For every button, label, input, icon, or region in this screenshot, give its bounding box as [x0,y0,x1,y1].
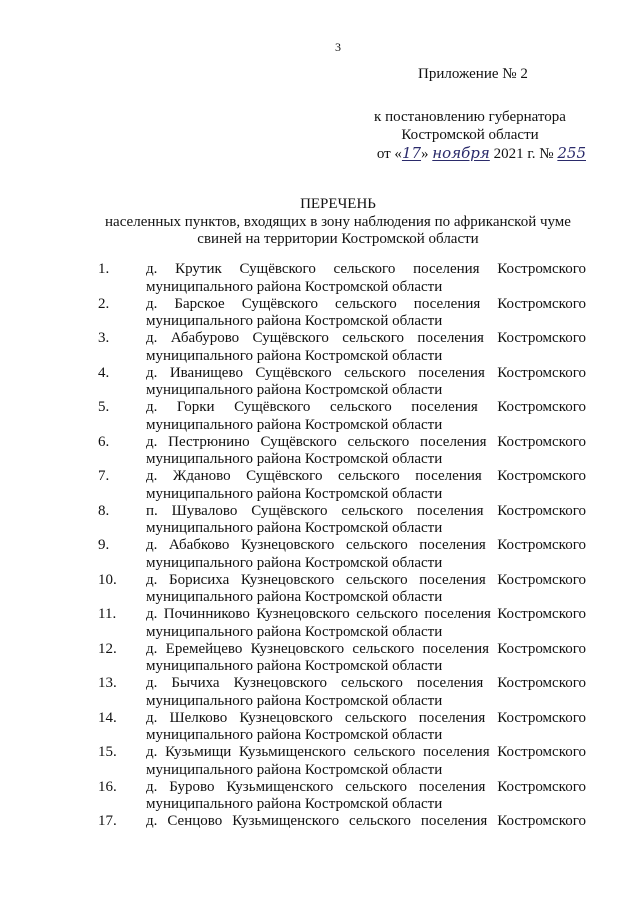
appendix-label: Приложение № 2 [418,66,528,82]
item-number: 11. [98,606,117,622]
item-text-line-1: д. Иванищево Сущёвского сельского поселения Костромского [146,364,586,381]
item-number: 17. [98,813,117,829]
item-text-line-1: д. Починниково Кузнецовского сельского поселения Костромского [146,606,586,622]
decree-reference [350,108,590,163]
list-item [0,261,640,296]
list-item [0,641,640,676]
document-title [90,196,586,249]
title-subtitle-line-2: свиней на территории Костромской области [197,231,479,247]
list-item [0,813,640,848]
item-number: 12. [98,640,117,657]
decree-quote-close: » [421,146,429,162]
item-text-line-2: муниципального района Костромской области [146,554,443,571]
item-text-line-2: муниципального района Костромской области [146,520,443,536]
item-text-line-1: д. Бычиха Кузнецовского сельского поселения Костромского [146,675,586,691]
item-text-line-1: д. Борисиха Кузнецовского сельского поселения Костромского [146,571,586,588]
item-text-line-2: муниципального района Костромской области [146,347,443,364]
item-text-line-1: д. Абабурово Сущёвского сельского поселения Костромского [146,330,586,346]
list-item [0,710,640,745]
item-number: 4. [98,364,110,381]
item-text-line-2: муниципального района Костромской области [146,278,443,295]
settlement-list [0,261,640,848]
item-number: 16. [98,778,117,795]
item-text-line-2: муниципального района Костромской области [146,692,443,709]
item-text-line-1: д. Кузьмищи Кузьмищенского сельского поселения Костромского [146,744,586,760]
item-text-line-1: п. Шувалово Сущёвского сельского поселения Костромского [146,502,586,519]
item-text-line-2: муниципального района Костромской области [146,589,443,605]
item-number: 5. [98,399,110,415]
title-heading: ПЕРЕЧЕНЬ [300,196,376,212]
item-text-line-2: муниципального района Костромской области [146,727,443,743]
list-item [0,675,640,710]
list-item [0,537,640,572]
decree-day: 17 [401,144,422,162]
item-text-line-1: д. Горки Сущёвского сельского поселения Костромского [146,399,586,415]
item-text-line-2: муниципального района Костромской области [146,623,443,640]
decree-year: 2021 г. № [493,146,554,162]
list-item [0,468,640,503]
item-number: 13. [98,675,117,691]
list-item [0,503,640,538]
item-text-line-2: муниципального района Костромской области [146,451,443,467]
item-text-line-1: д. Абабково Кузнецовского сельского поселения Костромского [146,537,586,553]
item-number: 10. [98,571,117,588]
item-text-line-2: муниципального района Костромской области [146,658,443,674]
list-item [0,606,640,641]
list-item [0,399,640,434]
item-text-line-1: д. Сенцово Кузьмищенского сельского поселения Костромского [146,813,586,829]
list-item [0,365,640,400]
item-text-line-2: муниципального района Костромской области [146,796,443,812]
decree-prefix: от « [376,146,402,162]
item-number: 8. [98,502,110,519]
list-item [0,572,640,607]
item-text-line-2: муниципального района Костромской области [146,313,443,329]
item-number: 7. [98,468,110,484]
decree-line-2: Костромской области [401,127,539,143]
item-text-line-1: д. Бурово Кузьмищенского сельского поселения Костромского [146,778,586,795]
item-number: 3. [98,330,110,346]
item-number: 15. [98,744,117,760]
item-text-line-1: д. Барское Сущёвского сельского поселения Костромского [146,295,586,312]
item-number: 1. [98,261,110,277]
page-number: 3 [335,40,341,54]
item-text-line-2: муниципального района Костромской области [146,382,443,398]
item-text-line-1: д. Крутик Сущёвского сельского поселения Костромского [146,261,586,277]
item-text-line-2: муниципального района Костромской области [146,761,443,778]
item-number: 6. [98,433,110,450]
item-number: 2. [98,295,110,312]
item-text-line-2: муниципального района Костромской области [146,485,443,502]
list-item [0,434,640,469]
decree-date-line [350,144,590,163]
list-item [0,744,640,779]
decree-line-1: к постановлению губернатора [374,109,566,125]
list-item [0,330,640,365]
item-text-line-1: д. Шелково Кузнецовского сельского поселения Костромского [146,709,586,726]
item-number: 9. [98,537,110,553]
list-item [0,779,640,814]
item-text-line-1: д. Пестрюнино Сущёвского сельского поселения Костромского [146,433,586,450]
item-text-line-1: д. Еремейцево Кузнецовского сельского поселения Костромского [146,640,586,657]
item-text-line-2: муниципального района Костромской области [146,416,443,433]
title-subtitle-line-1: населенных пунктов, входящих в зону наблюдения по африканской чуме [105,213,571,230]
item-number: 14. [98,709,117,726]
decree-month: ноября [432,144,490,162]
list-item [0,296,640,331]
decree-number: 255 [557,144,586,162]
item-text-line-1: д. Жданово Сущёвского сельского поселения Костромского [146,468,586,484]
